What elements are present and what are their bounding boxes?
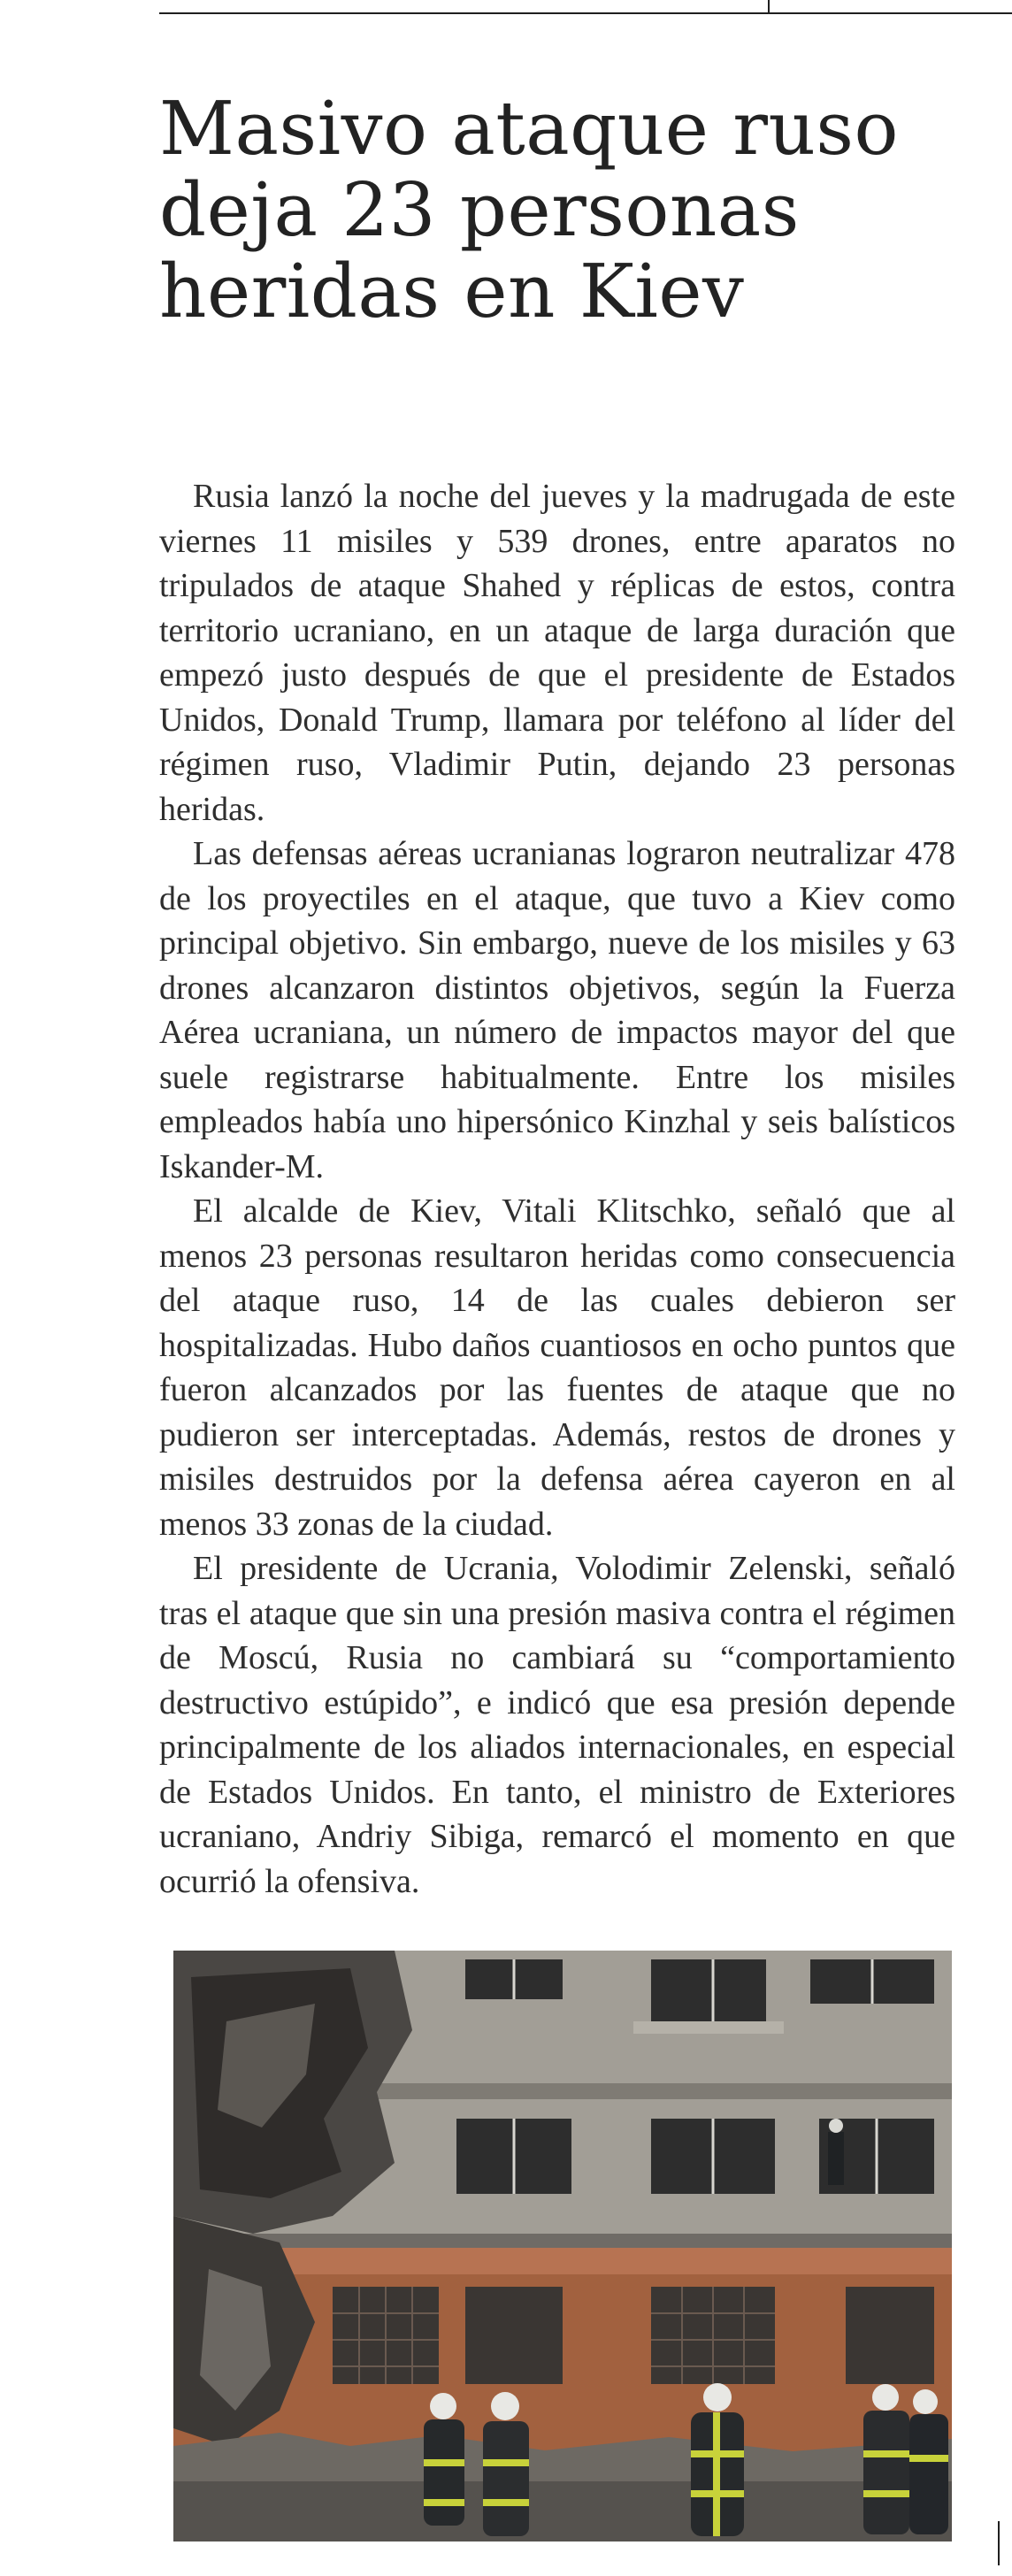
article-paragraph: Rusia lanzó la noche del jueves y la madrugada de este viernes 11 misiles y 539 drones, entre aparatos no tripulados de ataque Shahed y réplicas de estos, contra territorio ucraniano, en un ataque de larga duración que empezó justo después de que el presidente de Estados Unidos, Donald Trump, llamara por teléfono al líder del régimen ruso, Vladimir Putin, dejando 23 personas heridas. [159,478,955,828]
article-paragraph: Las defensas aéreas ucranianas lograron neutralizar 478 de los proyectiles en el ataque, que tuvo a Kiev como principal objetivo. Sin embargo, nueve de los misiles y 63 drones alcanzaron distintos objetivos, según la Fuerza Aérea ucraniana, un número de impactos mayor del que suele registrarse habitualmente. Entre los misiles empleados había uno hipersónico Kinzhal y seis balísticos Iskander-M. [159,835,955,1185]
article-paragraph: El presidente de Ucrania, Volodimir Zelenski, señaló tras el ataque que sin una presión masiva contra el régimen de Moscú, Rusia no cambiará su “comportamiento destructivo estúpido”, e indicó que esa presión depende principalmente de los aliados internacionales, en especial de Estados Unidos. En tanto, el ministro de Exteriores ucraniano, Andriy Sibiga, remarcó el momento en que ocurrió la ofensiva. [159,1550,955,1900]
article-headline: Masivo ataque ruso deja 23 personas heridas en Kiev [159,86,899,334]
damaged-building-photo [173,1951,952,2542]
top-rule [159,12,1012,14]
article-body [159,474,955,1904]
column-divider-tick [768,0,770,14]
photo-illustration [173,1951,952,2542]
page-edge-tick [998,2521,1000,2565]
article-paragraph: El alcalde de Kiev, Vitali Klitschko, señaló que al menos 23 personas resultaron heridas como consecuencia del ataque ruso, 14 de las cuales debieron ser hospitalizadas. Hubo daños cuantiosos en ocho puntos que fueron alcanzados por las fuentes de ataque que no pudieron ser interceptadas. Además, restos de drones y misiles destruidos por la defensa aérea cayeron en al menos 33 zonas de la ciudad. [159,1192,955,1543]
